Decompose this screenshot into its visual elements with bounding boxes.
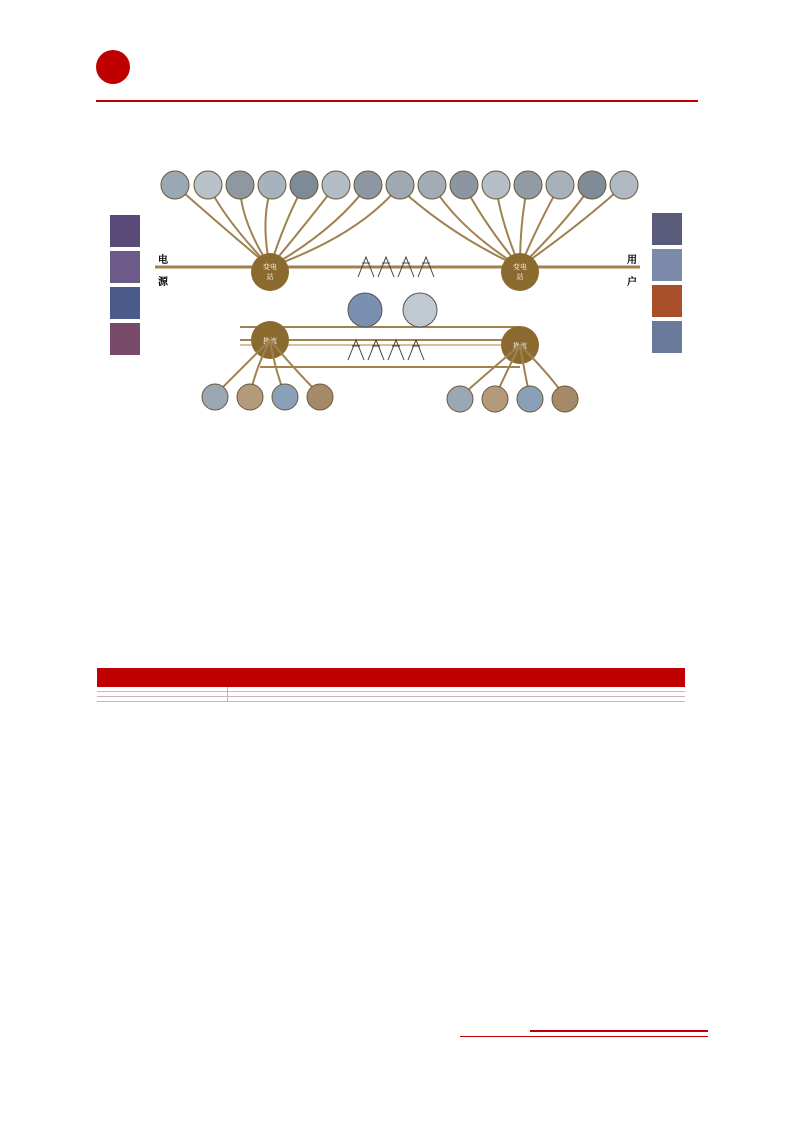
user-photos xyxy=(652,213,682,353)
power-source-photos xyxy=(110,215,140,355)
table-header-period xyxy=(97,668,228,687)
footer-line xyxy=(530,1030,708,1032)
table-row xyxy=(97,697,685,702)
composite-insulator-photo xyxy=(403,293,437,327)
ceramic-insulator-photo xyxy=(348,293,382,327)
svg-text:源: 源 xyxy=(158,277,168,288)
svg-text:换流: 换流 xyxy=(263,337,277,345)
source-side-label: 电 xyxy=(158,255,168,266)
substation-node-right xyxy=(501,253,539,291)
development-cycle-table xyxy=(97,668,685,702)
svg-text:换流: 换流 xyxy=(513,342,527,350)
logo-mark xyxy=(96,50,130,84)
converter-equipment-photos xyxy=(202,384,578,412)
equipment-photos-top xyxy=(161,171,638,199)
svg-text:户: 户 xyxy=(627,277,637,288)
svg-text:站: 站 xyxy=(516,273,524,281)
substation-node-left xyxy=(251,253,289,291)
svg-text:变电: 变电 xyxy=(263,263,277,271)
table-header-focus xyxy=(228,668,686,687)
svg-text:站: 站 xyxy=(266,273,274,281)
grid-equipment-diagram xyxy=(100,145,695,450)
footer-line-thin xyxy=(460,1036,708,1037)
user-side-label: 用 xyxy=(627,255,637,266)
header-divider xyxy=(96,100,698,102)
svg-text:变电: 变电 xyxy=(513,263,527,271)
